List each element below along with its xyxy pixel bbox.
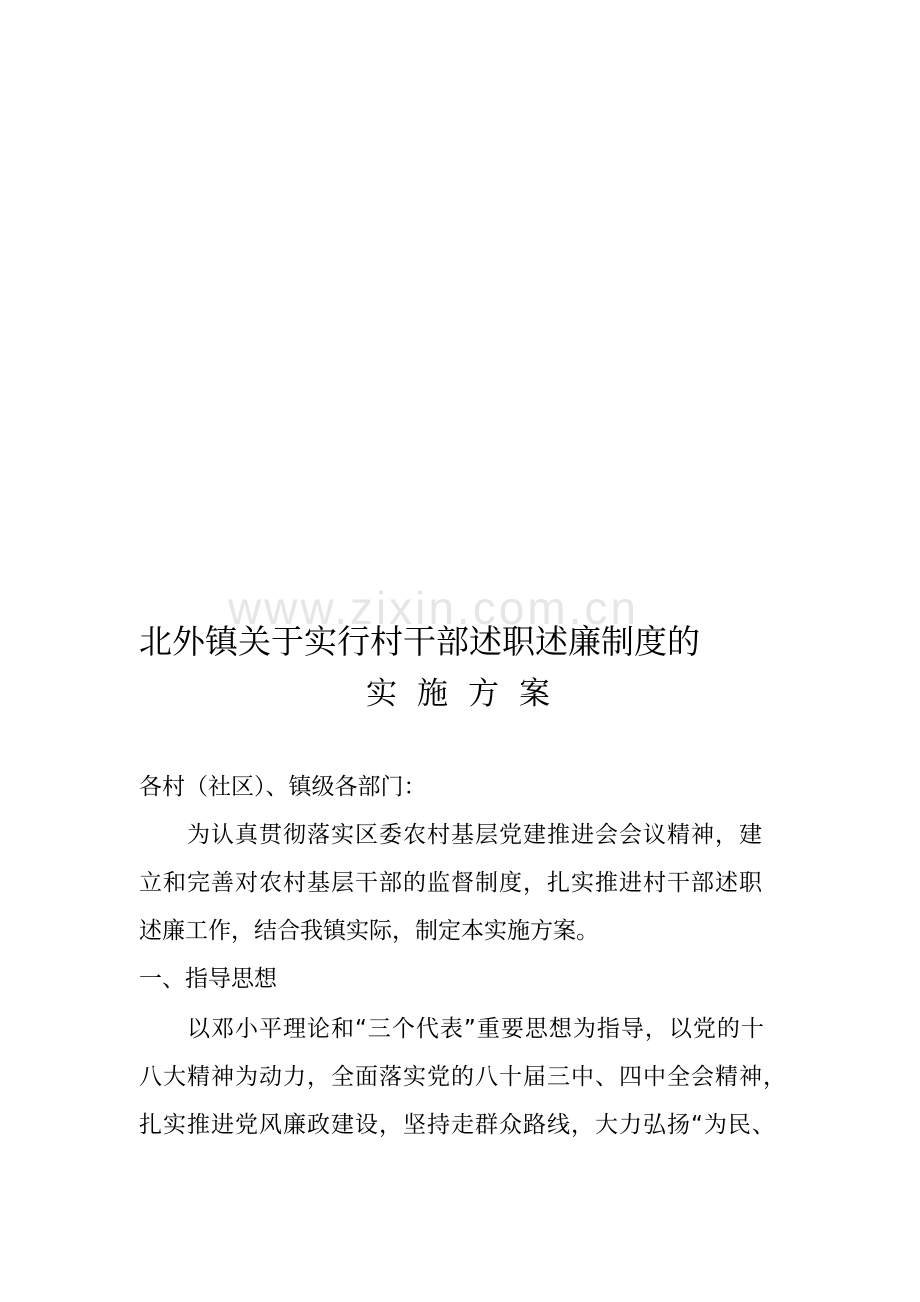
paragraph-2-line-2: 八大精神为动力，全面落实党的八十届三中、四中全会精神， (139, 1064, 787, 1090)
paragraph-2-line-3: 扎实推进党风廉政建设，坚持走群众路线，大力弘扬“为民、 (139, 1112, 776, 1138)
watermark-text: www.zixin.com.cn (228, 582, 639, 634)
document-title-line-2: 实施方案 (366, 676, 570, 712)
paragraph-2-line-1: 以邓小平理论和“三个代表”重要思想为指导，以党的十 (187, 1016, 765, 1042)
section-heading-guiding-ideology: 一、指导思想 (139, 966, 277, 992)
salutation: 各村（社区）、镇级各部门： (139, 774, 427, 800)
paragraph-1-line-3: 述廉工作，结合我镇实际，制定本实施方案。 (139, 918, 599, 944)
paragraph-1-line-1: 为认真贯彻落实区委农村基层党建推进会会议精神，建 (187, 822, 763, 848)
document-title-line-1: 北外镇关于实行村干部述职述廉制度的 (139, 622, 700, 661)
paragraph-1-line-2: 立和完善对农村基层干部的监督制度，扎实推进村干部述职 (139, 870, 763, 896)
